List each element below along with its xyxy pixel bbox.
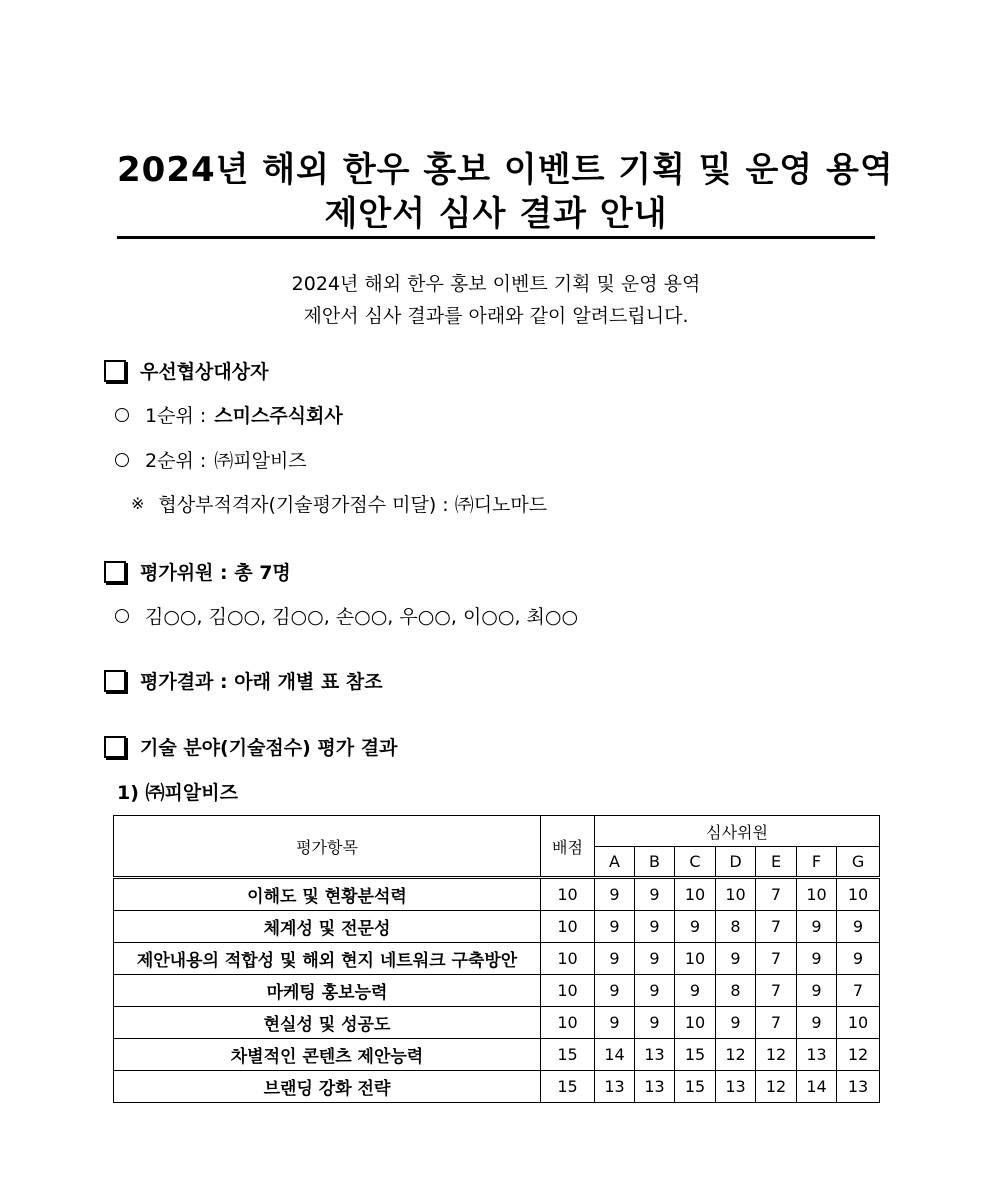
disqualified-note [115,490,547,517]
first-rank-company: 스미스주식회사 [214,405,343,427]
row-score: 9 [797,911,837,943]
section-results [104,667,383,694]
row-score: 9 [635,1007,675,1039]
score-table [113,815,880,1103]
row-weight: 10 [541,911,595,943]
header-judge: C [675,847,716,878]
section-label: 평가위원 : 총 7명 [140,562,291,584]
header-judge: A [595,847,635,878]
section-label: 우선협상대상자 [140,361,269,383]
evaluator-names: 김○○, 김○○, 김○○, 손○○, 우○○, 이○○, 최○○ [145,606,579,628]
circle-bullet-icon [115,609,129,623]
row-score: 10 [675,878,716,911]
header-weight: 배점 [541,816,595,878]
checkbox-square-icon [104,670,126,692]
row-score: 7 [837,975,880,1007]
header-judge: B [635,847,675,878]
title-line-2: 제안서 심사 결과 안내 [324,194,668,234]
row-score: 10 [837,878,880,911]
table-row [114,975,880,1007]
section-priority [104,357,268,384]
row-weight: 10 [541,975,595,1007]
row-score: 8 [716,911,756,943]
row-score: 9 [595,911,635,943]
disqualified-text: 협상부적격자(기술평가점수 미달) : ㈜디노마드 [158,494,548,516]
row-score: 9 [635,878,675,911]
row-weight: 10 [541,1007,595,1039]
row-item: 브랜딩 강화 전략 [114,1071,541,1103]
row-score: 9 [716,943,756,975]
header-judge: F [797,847,837,878]
row-weight: 15 [541,1071,595,1103]
row-score: 15 [675,1039,716,1071]
row-score: 7 [756,975,797,1007]
row-score: 9 [635,975,675,1007]
row-score: 9 [797,1007,837,1039]
header-item: 평가항목 [114,816,541,878]
circle-bullet-icon [115,453,129,467]
table-row [114,943,880,975]
row-score: 9 [716,1007,756,1039]
table-row [114,1039,880,1071]
header-judge: D [716,847,756,878]
row-score: 9 [595,1007,635,1039]
row-score: 7 [756,878,797,911]
row-score: 14 [595,1039,635,1071]
row-score: 9 [675,975,716,1007]
intro-line-2: 제안서 심사 결과를 아래와 같이 알려드립니다. [303,305,689,327]
company-subheading: 1) ㈜피알비즈 [117,782,238,804]
row-score: 9 [635,911,675,943]
second-rank-company: ㈜피알비즈 [214,450,307,472]
intro-line-1: 2024년 해외 한우 홍보 이벤트 기획 및 운영 용역 [291,273,701,295]
row-score: 8 [716,975,756,1007]
row-item: 체계성 및 전문성 [114,911,541,943]
row-score: 9 [797,975,837,1007]
row-score: 9 [635,943,675,975]
row-score: 10 [837,1007,880,1039]
section-evaluators [104,558,291,585]
row-item: 마케팅 홍보능력 [114,975,541,1007]
row-item: 제안내용의 적합성 및 해외 현지 네트워크 구축방안 [114,943,541,975]
row-weight: 15 [541,1039,595,1071]
checkbox-square-icon [104,561,126,583]
second-rank-line [115,446,307,473]
row-score: 7 [756,1007,797,1039]
row-item: 이해도 및 현황분석력 [114,878,541,911]
row-score: 13 [716,1071,756,1103]
row-item: 차별적인 콘텐츠 제안능력 [114,1039,541,1071]
row-score: 10 [797,878,837,911]
row-score: 13 [635,1039,675,1071]
table-row [114,911,880,943]
row-score: 9 [595,975,635,1007]
row-weight: 10 [541,943,595,975]
row-score: 13 [837,1071,880,1103]
row-score: 9 [675,911,716,943]
row-score: 7 [756,911,797,943]
row-score: 15 [675,1071,716,1103]
table-row [114,878,880,911]
section-label: 평가결과 : 아래 개별 표 참조 [140,671,383,693]
row-score: 9 [837,943,880,975]
table-row [114,1071,880,1103]
header-judge: E [756,847,797,878]
row-score: 10 [675,1007,716,1039]
checkbox-square-icon [104,360,126,382]
row-weight: 10 [541,878,595,911]
row-score: 13 [635,1071,675,1103]
row-score: 10 [675,943,716,975]
row-item: 현실성 및 성공도 [114,1007,541,1039]
checkbox-square-icon [104,736,126,758]
row-score: 12 [716,1039,756,1071]
table-row [114,1007,880,1039]
circle-bullet-icon [115,408,129,422]
row-score: 9 [797,943,837,975]
row-score: 12 [837,1039,880,1071]
evaluator-names-line [115,602,578,629]
row-score: 10 [716,878,756,911]
reference-mark: ※ [131,494,145,513]
row-score: 9 [837,911,880,943]
row-score: 7 [756,943,797,975]
row-score: 13 [797,1039,837,1071]
document-title [117,148,894,236]
section-tech-evaluation [104,733,397,760]
row-score: 14 [797,1071,837,1103]
intro-paragraph [117,268,875,332]
title-underline [117,236,875,239]
header-judges: 심사위원 [595,816,880,847]
title-line-1: 2024년 해외 한우 홍보 이벤트 기획 및 운영 용역 [117,150,894,190]
first-rank-line [115,401,343,428]
section-label: 기술 분야(기술점수) 평가 결과 [140,737,398,759]
row-score: 12 [756,1071,797,1103]
first-rank-label: 1순위 : [145,405,207,427]
row-score: 9 [595,943,635,975]
second-rank-label: 2순위 : [145,450,207,472]
row-score: 9 [595,878,635,911]
row-score: 12 [756,1039,797,1071]
row-score: 13 [595,1071,635,1103]
header-judge: G [837,847,880,878]
